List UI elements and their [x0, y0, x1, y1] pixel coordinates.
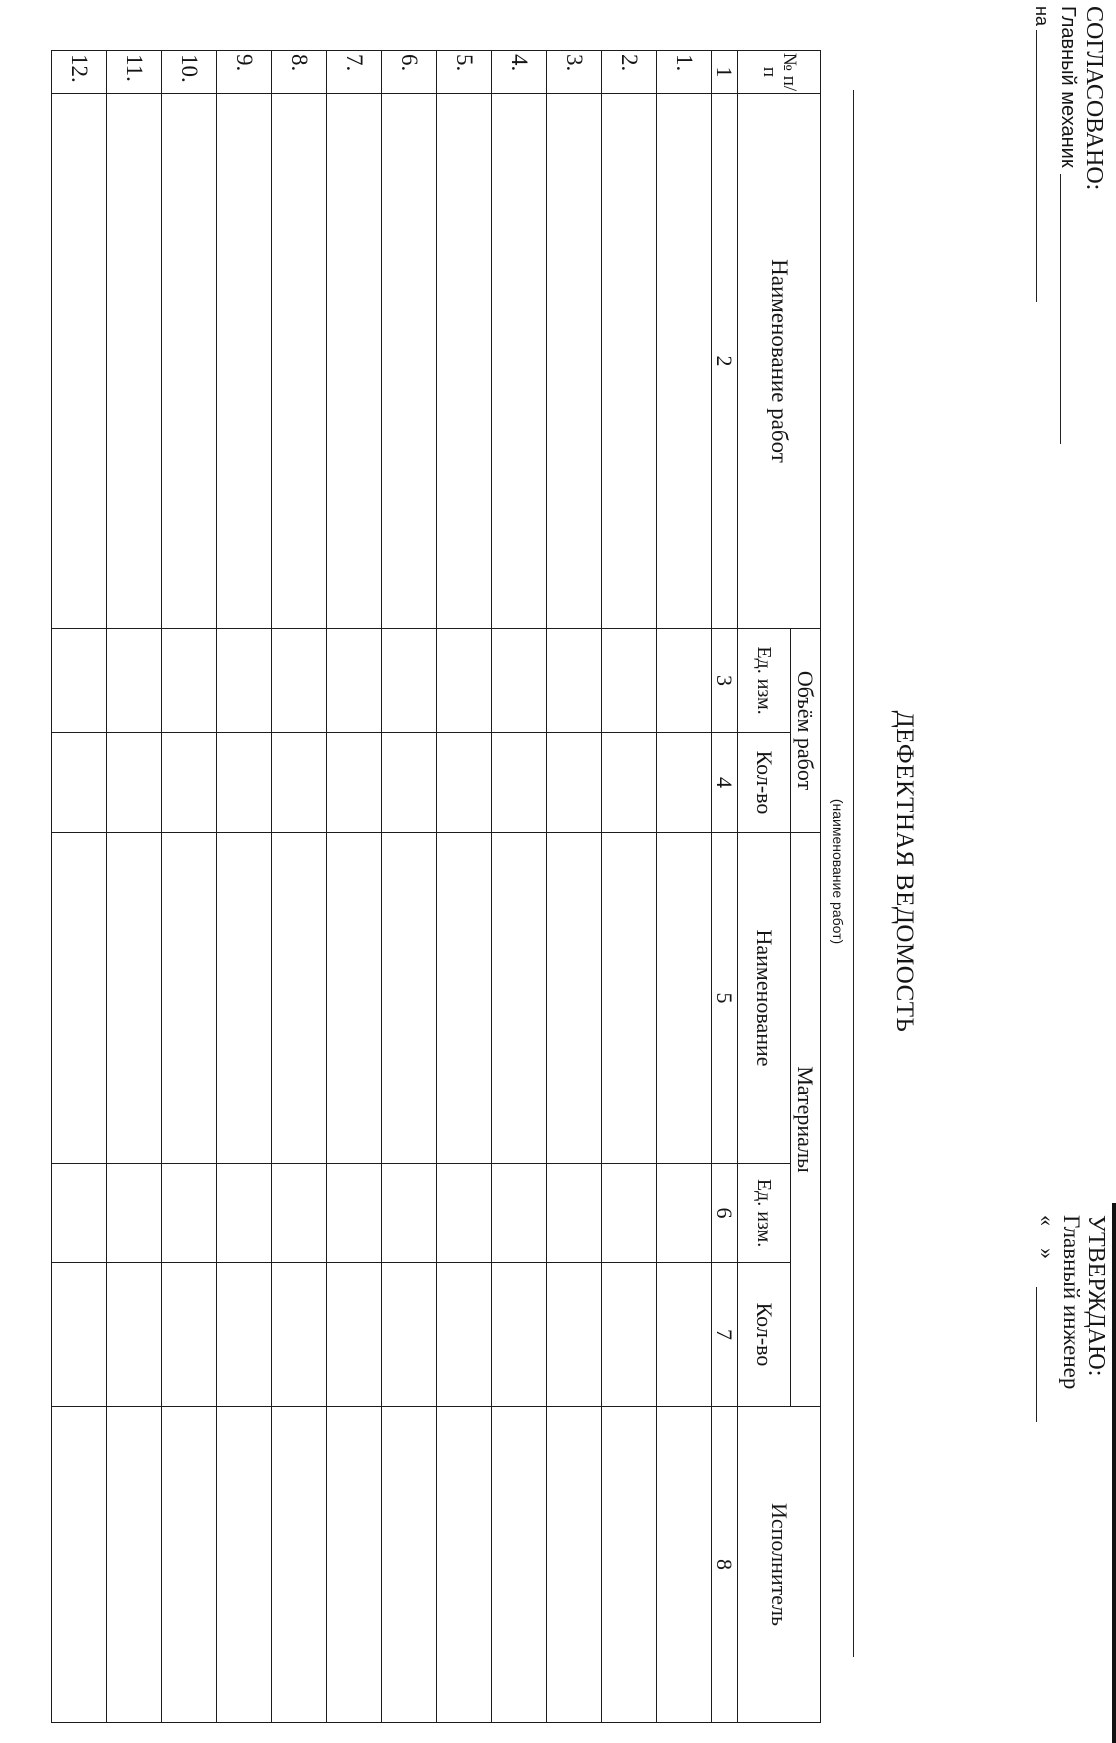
table-cell — [327, 1263, 382, 1407]
table-cell — [492, 94, 547, 629]
table-cell — [602, 733, 657, 833]
table-cell — [547, 1407, 602, 1723]
table-cell — [327, 733, 382, 833]
table-cell — [492, 629, 547, 733]
column-number-row — [712, 51, 738, 1723]
table-cell — [657, 1407, 712, 1723]
table-cell — [657, 94, 712, 629]
table-row — [107, 51, 162, 1723]
table-cell — [327, 94, 382, 629]
table-cell — [382, 733, 437, 833]
col-number-6: 6 — [712, 1164, 738, 1263]
header-materials-group: Материалы — [791, 833, 821, 1407]
table-cell — [162, 629, 217, 733]
table-cell — [547, 1164, 602, 1263]
table-cell — [382, 833, 437, 1164]
table-cell — [52, 94, 107, 629]
table-cell — [492, 833, 547, 1164]
table-cell — [52, 1263, 107, 1407]
table-cell — [52, 733, 107, 833]
table-cell — [602, 629, 657, 733]
table-cell — [52, 1164, 107, 1263]
table-cell — [107, 1263, 162, 1407]
approval-right-heading: УТВЕРЖДАЮ: — [1083, 1215, 1109, 1377]
table-cell — [437, 94, 492, 629]
table-cell — [327, 1407, 382, 1723]
table-cell — [52, 833, 107, 1164]
table-cell — [52, 1407, 107, 1723]
row-number: 12. — [52, 51, 107, 94]
table-cell — [382, 94, 437, 629]
table-cell — [162, 1407, 217, 1723]
table-cell — [602, 1407, 657, 1723]
table-row — [492, 51, 547, 1723]
scan-edge-mark — [1112, 1203, 1116, 1743]
row-number: 4. — [492, 51, 547, 94]
table-cell — [437, 1263, 492, 1407]
work-name-line — [853, 90, 854, 1657]
table-cell — [437, 733, 492, 833]
header-row-1 — [791, 51, 821, 1723]
approval-right — [1031, 1215, 1108, 1389]
table-cell — [547, 629, 602, 733]
table-row — [327, 51, 382, 1723]
header-work-name: Наименование работ — [738, 94, 821, 629]
header-executor: Исполнитель — [738, 1407, 821, 1723]
table-cell — [107, 1164, 162, 1263]
header-num: № п/п — [738, 51, 821, 94]
table-cell — [437, 1164, 492, 1263]
table-row — [162, 51, 217, 1723]
table-cell — [107, 1407, 162, 1723]
table-cell — [107, 733, 162, 833]
table-cell — [217, 1407, 272, 1723]
table-cell — [107, 629, 162, 733]
table-cell — [217, 733, 272, 833]
table-cell — [382, 1164, 437, 1263]
row-number: 5. — [437, 51, 492, 94]
defect-table — [51, 50, 821, 1723]
row-number: 7. — [327, 51, 382, 94]
table-row — [437, 51, 492, 1723]
table-cell — [547, 833, 602, 1164]
table-cell — [272, 1407, 327, 1723]
approval-left-heading: СОГЛАСОВАНО: — [1081, 6, 1107, 191]
header-mat-name: Наименование — [738, 833, 791, 1164]
col-number-5: 5 — [712, 833, 738, 1164]
table-cell — [492, 1407, 547, 1723]
table-cell — [217, 1164, 272, 1263]
header-mat-unit: Ед. изм. — [738, 1164, 791, 1263]
table-cell — [272, 94, 327, 629]
table-cell — [657, 1263, 712, 1407]
col-number-8: 8 — [712, 1407, 738, 1723]
row-number: 8. — [272, 51, 327, 94]
header-qty: Кол-во — [738, 733, 791, 833]
table-cell — [547, 94, 602, 629]
header-volume-group: Объём работ — [791, 629, 821, 833]
col-number-7: 7 — [712, 1263, 738, 1407]
table-cell — [602, 1164, 657, 1263]
approval-left-position: Главный механик — [1056, 6, 1079, 168]
table-cell — [162, 1164, 217, 1263]
table-cell — [107, 833, 162, 1164]
approval-left-date-prefix: на — [1031, 6, 1052, 26]
table-cell — [492, 1164, 547, 1263]
col-number-3: 3 — [712, 629, 738, 733]
table-cell — [217, 629, 272, 733]
table-cell — [492, 733, 547, 833]
table-cell — [162, 833, 217, 1164]
table-cell — [437, 629, 492, 733]
table-cell — [272, 733, 327, 833]
table-cell — [217, 1263, 272, 1407]
approval-right-position: Главный инженер — [1058, 1215, 1084, 1390]
row-number: 3. — [547, 51, 602, 94]
table-cell — [602, 833, 657, 1164]
table-cell — [272, 1263, 327, 1407]
table-row — [217, 51, 272, 1723]
table-cell — [602, 1263, 657, 1407]
table-cell — [162, 733, 217, 833]
table-cell — [602, 94, 657, 629]
table-cell — [547, 733, 602, 833]
table-cell — [657, 629, 712, 733]
table-cell — [657, 833, 712, 1164]
table-cell — [162, 94, 217, 629]
col-number-1: 1 — [712, 51, 738, 94]
table-cell — [327, 833, 382, 1164]
row-number: 10. — [162, 51, 217, 94]
row-number: 6. — [382, 51, 437, 94]
header-unit: Ед. изм. — [738, 629, 791, 733]
table-cell — [217, 833, 272, 1164]
table-cell — [382, 629, 437, 733]
header-mat-qty: Кол-во — [738, 1263, 791, 1407]
approval-left-signature-line — [1060, 174, 1061, 444]
table-row — [547, 51, 602, 1723]
document-title: ДЕФЕКТНАЯ ВЕДОМОСТЬ — [891, 710, 918, 1033]
table-cell — [272, 1164, 327, 1263]
table-cell — [272, 833, 327, 1164]
approval-right-date-line — [1036, 1287, 1037, 1422]
table-cell — [437, 833, 492, 1164]
table-row — [657, 51, 712, 1723]
table-cell — [382, 1263, 437, 1407]
approval-left — [1031, 6, 1106, 190]
table-cell — [272, 629, 327, 733]
table-cell — [657, 733, 712, 833]
approval-left-date-line — [1036, 30, 1037, 302]
work-name-caption: (наименование работ) — [830, 798, 846, 945]
table-cell — [217, 94, 272, 629]
row-number: 1. — [657, 51, 712, 94]
row-number: 9. — [217, 51, 272, 94]
row-number: 2. — [602, 51, 657, 94]
table-row — [272, 51, 327, 1723]
table-cell — [437, 1407, 492, 1723]
table-cell — [382, 1407, 437, 1723]
col-number-4: 4 — [712, 733, 738, 833]
col-number-2: 2 — [712, 94, 738, 629]
approval-right-date-prefix: « » — [1034, 1215, 1060, 1259]
table-cell — [547, 1263, 602, 1407]
table-cell — [107, 94, 162, 629]
table-row — [52, 51, 107, 1723]
table-cell — [327, 1164, 382, 1263]
table-row — [382, 51, 437, 1723]
table-cell — [657, 1164, 712, 1263]
table-cell — [162, 1263, 217, 1407]
table-cell — [492, 1263, 547, 1407]
table-cell — [52, 629, 107, 733]
table-row — [602, 51, 657, 1723]
table-cell — [327, 629, 382, 733]
row-number: 11. — [107, 51, 162, 94]
